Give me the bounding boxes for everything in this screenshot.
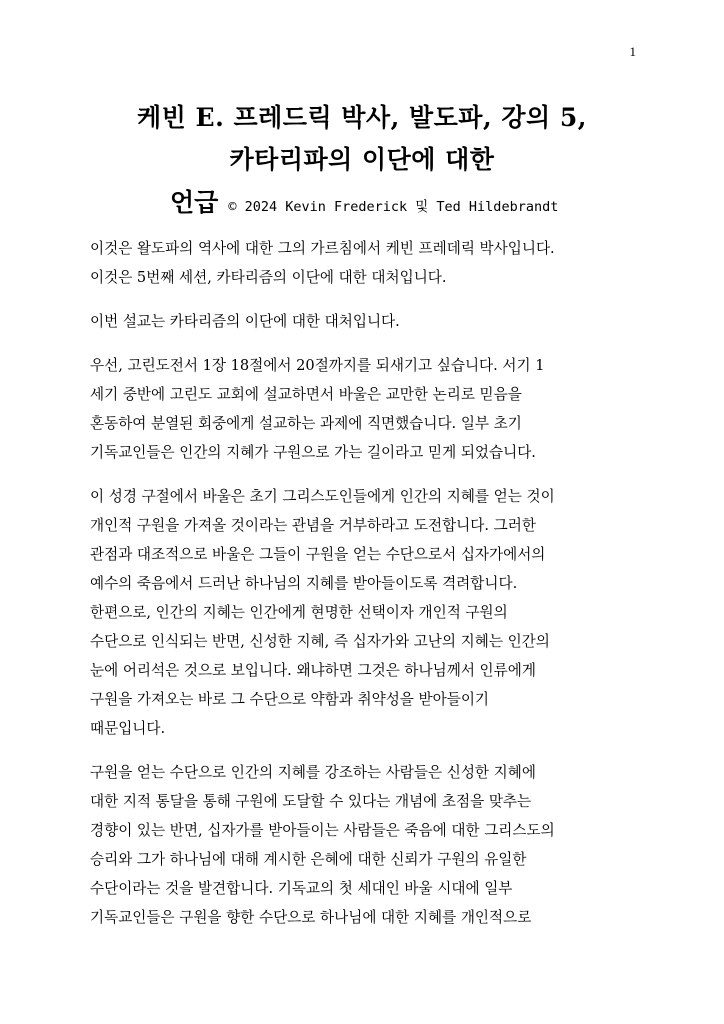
text-line: 한편으로, 인간의 지혜는 인간에게 현명한 선택이자 개인적 구원의 bbox=[90, 604, 508, 621]
text-line: 구원을 얻는 수단으로 인간의 지혜를 강조하는 사람들은 신성한 지혜에 bbox=[90, 764, 536, 781]
paragraph bbox=[90, 351, 650, 467]
text-line: 예수의 죽음에서 드러난 하나님의 지혜를 받아들이도록 격려합니다. bbox=[90, 575, 518, 592]
copyright-notice: © 2024 Kevin Frederick 및 Ted Hildebrandt bbox=[228, 199, 559, 215]
text-line: 이것은 5번째 세션, 카타리즘의 이단에 대한 대처입니다. bbox=[90, 269, 447, 286]
document-title bbox=[40, 97, 684, 181]
paragraph bbox=[90, 307, 650, 336]
text-line: 이번 설교는 카타리즘의 이단에 대한 대처입니다. bbox=[90, 313, 400, 330]
title-last-line bbox=[170, 183, 558, 219]
paragraph bbox=[90, 234, 650, 292]
text-line: 수단으로 인식되는 반면, 신성한 지혜, 즉 십자가와 고난의 지혜는 인간의 bbox=[90, 633, 550, 650]
title-line: 카타리파의 이단에 대한 bbox=[229, 145, 495, 174]
paragraph bbox=[90, 758, 650, 932]
text-line: 수단이라는 것을 발견합니다. 기독교의 첫 세대인 바울 시대에 일부 bbox=[90, 880, 513, 897]
page-number: 1 bbox=[629, 44, 636, 59]
document-body bbox=[90, 234, 650, 947]
text-line: 경향이 있는 반면, 십자가를 받아들이는 사람들은 죽음에 대한 그리스도의 bbox=[90, 822, 555, 839]
text-line: 세기 중반에 고린도 교회에 설교하면서 바울은 교만한 논리로 믿음을 bbox=[90, 386, 522, 403]
text-line: 우선, 고린도전서 1장 18절에서 20절까지를 되새기고 싶습니다. 서기 1 bbox=[90, 357, 545, 374]
title-line: 케빈 E. 프레드릭 박사, 발도파, 강의 5, bbox=[137, 103, 587, 132]
text-line: 때문입니다. bbox=[90, 720, 166, 737]
text-line: 개인적 구원을 가져올 것이라는 관념을 거부하라고 도전합니다. 그러한 bbox=[90, 517, 536, 534]
text-line: 대한 지적 통달을 통해 구원에 도달할 수 있다는 개념에 초점을 맞추는 bbox=[90, 793, 532, 810]
text-line: 이 성경 구절에서 바울은 초기 그리스도인들에게 인간의 지혜를 얻는 것이 bbox=[90, 488, 555, 505]
text-line: 이것은 왈도파의 역사에 대한 그의 가르침에서 케빈 프레데릭 박사입니다. bbox=[90, 240, 555, 257]
paragraph bbox=[90, 482, 650, 743]
title-last-word: 언급 bbox=[170, 188, 219, 217]
text-line: 구원을 가져오는 바로 그 수단으로 약함과 취약성을 받아들이기 bbox=[90, 691, 490, 708]
text-line: 관점과 대조적으로 바울은 그들이 구원을 얻는 수단으로서 십자가에서의 bbox=[90, 546, 546, 563]
text-line: 승리와 그가 하나님에 대해 계시한 은혜에 대한 신뢰가 구원의 유일한 bbox=[90, 851, 527, 868]
text-line: 혼동하여 분열된 회중에게 설교하는 과제에 직면했습니다. 일부 초기 bbox=[90, 415, 522, 432]
text-line: 기독교인들은 인간의 지혜가 구원으로 가는 길이라고 믿게 되었습니다. bbox=[90, 444, 536, 461]
text-line: 눈에 어리석은 것으로 보입니다. 왜냐하면 그것은 하나님께서 인류에게 bbox=[90, 662, 536, 679]
text-line: 기독교인들은 구원을 향한 수단으로 하나님에 대한 지혜를 개인적으로 bbox=[90, 909, 532, 926]
